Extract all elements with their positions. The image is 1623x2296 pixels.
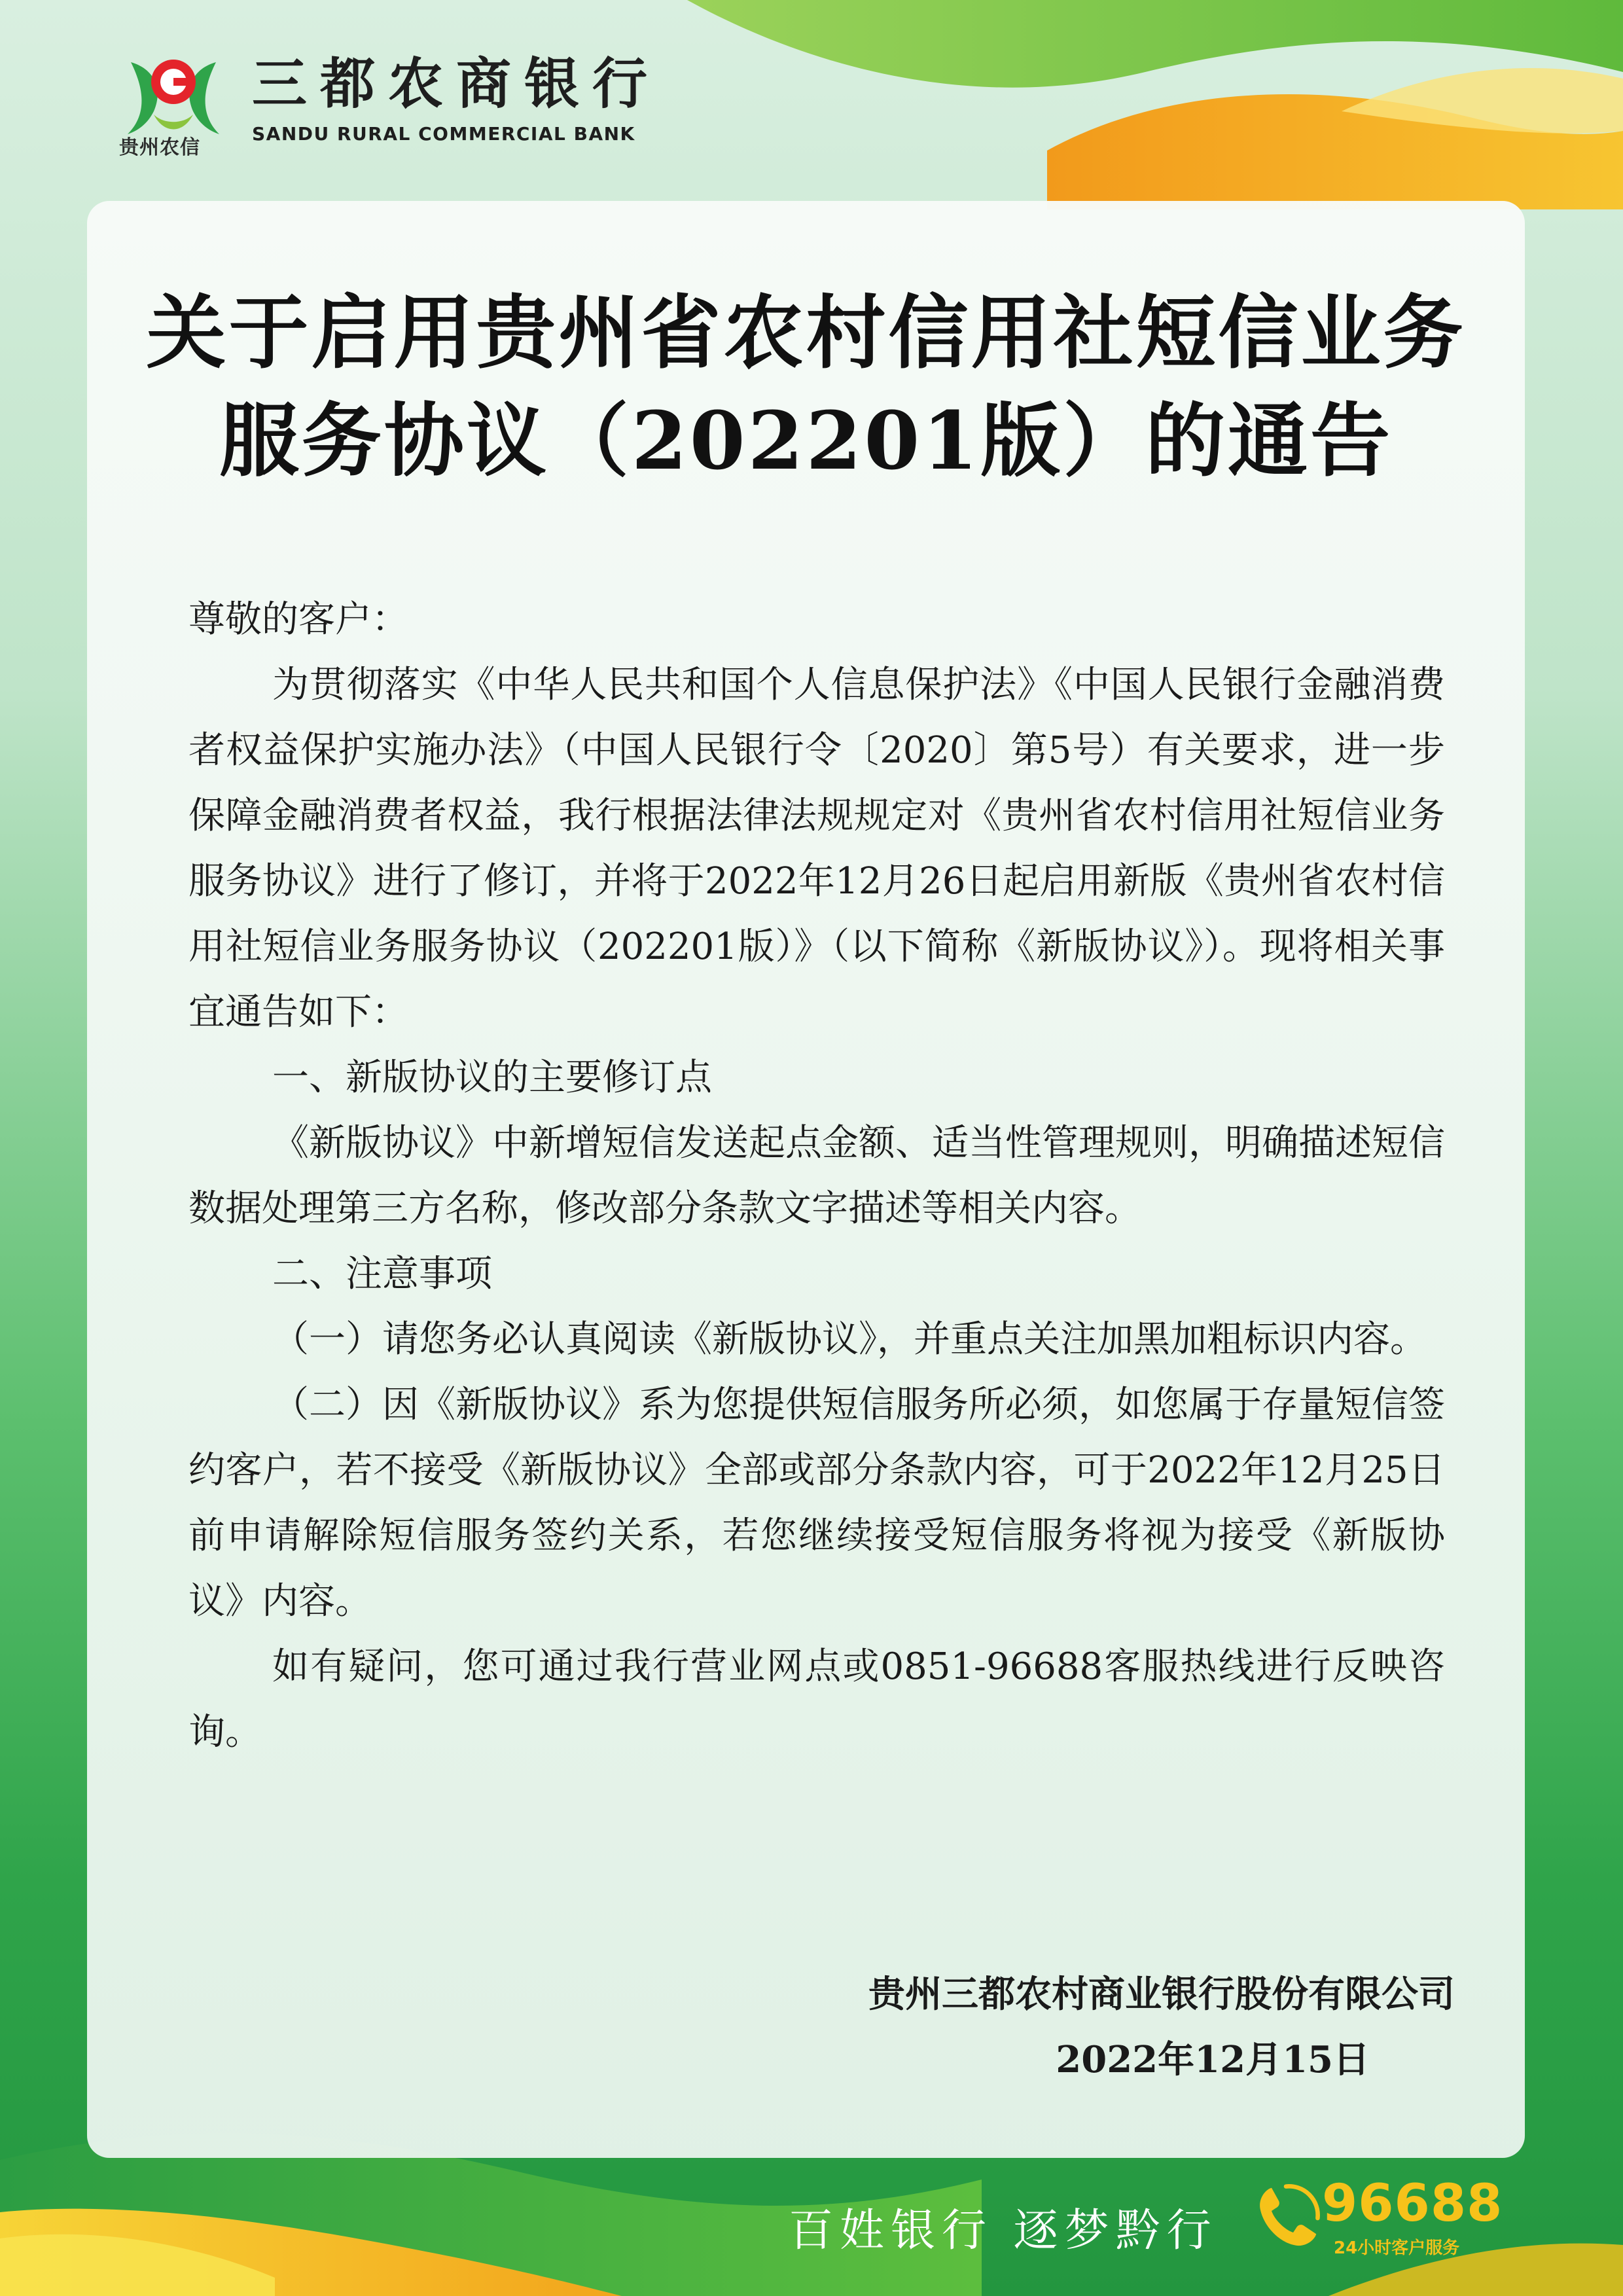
section-heading-2: 二、注意事项 <box>272 1253 492 1295</box>
signature-date: 2022年12月15日 <box>1056 2038 1370 2081</box>
notice-title-line2: 服务协议（202201版）的通告 <box>219 393 1393 488</box>
signature-company: 贵州三都农村商业银行股份有限公司 <box>868 1973 1455 2016</box>
notice-card <box>87 201 1525 2158</box>
paragraph-note-1: （一）请您务必认真阅读《新版协议》，并重点关注加黑加粗标识内容。 <box>272 1318 1427 1361</box>
signature-block <box>87 1962 1455 2092</box>
hotline-badge <box>1250 2174 1558 2258</box>
greeting: 尊敬的客户： <box>188 598 408 641</box>
footer-slogan: 百姓银行 逐梦黔行 <box>789 2205 1218 2257</box>
section-heading-1: 一、新版协议的主要修订点 <box>272 1056 712 1099</box>
logo-subtitle: 贵州农信 <box>119 136 200 159</box>
paragraph-revisions: 《新版协议》中新增短信发送起点金额、适当性管理规则，明确描述短信数据处理第三方名称，修改部分条款文字描述等相关内容。 <box>188 1122 1445 1230</box>
paragraph-contact: 如有疑问，您可通过我行营业网点或0851-96688客服热线进行反映咨询。 <box>188 1645 1445 1753</box>
hotline-number: 96688 <box>1322 2174 1503 2233</box>
hotline-subtitle: 24小时客户服务 <box>1334 2238 1460 2258</box>
notice-title-line1: 关于启用贵州省农村信用社短信业务 <box>146 285 1466 380</box>
notice-body <box>188 587 1445 1765</box>
paragraph-intro: 为贯彻落实《中华人民共和国个人信息保护法》《中国人民银行金融消费者权益保护实施办法》（中国人民银行令〔2020〕第5号）有关要求，进一步保障金融消费者权益，我行根据法律法规规定对《贵州省农村信用社短信业务服务协议》进行了修订，并将于2022年12月26日起启用新版《贵州省农村信用社短信业务服务协议（202201版）》（以下简称《新版协议》）。现将相关事宜通告如下： <box>188 664 1445 1033</box>
bank-name-cn: 三都农商银行 <box>252 52 661 116</box>
bank-name-en: SANDU RURAL COMMERCIAL BANK <box>252 123 635 145</box>
bank-header <box>111 33 700 177</box>
paragraph-note-2: （二）因《新版协议》系为您提供短信服务所必须，如您属于存量短信签约客户，若不接受《新版协议》全部或部分条款内容，可于2022年12月25日前申请解除短信服务签约关系，若您继续接受短信服务将视为接受《新版协议》内容。 <box>188 1384 1445 1623</box>
phone-icon <box>1250 2182 1322 2254</box>
